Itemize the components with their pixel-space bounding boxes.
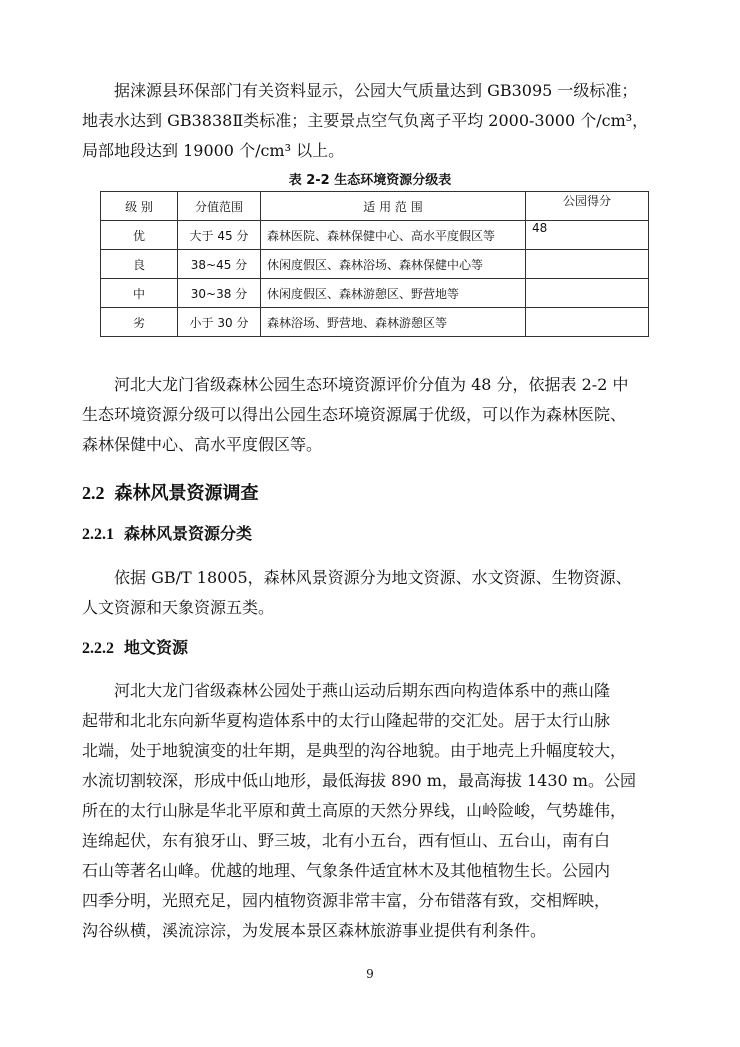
table-header-row [101, 192, 649, 221]
text-line: 连绵起伏，东有狼牙山、野三坡，北有小五台，西有恒山、五台山，南有白 [82, 831, 611, 850]
section-title: 森林风景资源调查 [114, 483, 259, 504]
header-score-range: 分值范围 [178, 192, 261, 221]
table-row [101, 250, 649, 279]
text-line: 森林保健中心、高水平度假区等。 [82, 435, 323, 454]
header-grade: 级 别 [101, 192, 178, 221]
cell-grade: 劣 [101, 308, 178, 337]
text-line: 所在的太行山脉是华北平原和黄土高原的天然分界线，山岭险峻，气势雄伟， [82, 801, 627, 820]
header-scope: 适 用 范 围 [261, 192, 526, 221]
section-heading-2-2-2 [82, 636, 188, 661]
cell-park-score: 48 [526, 221, 649, 250]
cell-grade: 优 [101, 221, 178, 250]
section-heading-2-2 [82, 480, 259, 507]
section-title: 森林风景资源分类 [124, 524, 253, 543]
text-line: 据涞源县环保部门有关资料显示，公园大气质量达到 GB3095 一级标准； [114, 81, 638, 100]
table-row [101, 279, 649, 308]
paragraph-landform [82, 676, 660, 946]
cell-grade: 良 [101, 250, 178, 279]
cell-scope: 休闲度假区、森林游憩区、野营地等 [261, 279, 526, 308]
section-number: 2.2 [82, 483, 105, 503]
text-line: 局部地段达到 19000 个/cm³ 以上。 [82, 141, 345, 160]
text-line: 人文资源和天象资源五类。 [82, 598, 275, 617]
cell-score-range: 大于 45 分 [178, 221, 261, 250]
table-row [101, 221, 649, 250]
cell-score-range: 38~45 分 [178, 250, 261, 279]
section-number: 2.2.1 [82, 526, 114, 543]
table-row [101, 308, 649, 337]
cell-park-score [526, 279, 649, 308]
paragraph-evaluation [82, 370, 660, 460]
page-number: 9 [366, 967, 374, 981]
text-line: 地表水达到 GB3838Ⅱ类标准；主要景点空气负离子平均 2000-3000 个/cm³， [82, 111, 649, 130]
cell-scope: 森林医院、森林保健中心、高水平度假区等 [261, 221, 526, 250]
text-line: 河北大龙门省级森林公园生态环境资源评价分值为 48 分，依据表 2-2 中 [114, 375, 629, 394]
section-title: 地文资源 [124, 638, 189, 657]
cell-grade: 中 [101, 279, 178, 308]
table-caption: 表 2-2 生态环境资源分级表 [288, 173, 452, 188]
paragraph-air-quality [82, 76, 660, 166]
text-line: 北端，处于地貌演变的壮年期，是典型的沟谷地貌。由于地壳上升幅度较大， [82, 741, 627, 760]
text-line: 依据 GB/T 18005，森林风景资源分为地文资源、水文资源、生物资源、 [114, 568, 632, 587]
text-line: 水流切割较深，形成中低山地形，最低海拔 890 m，最高海拔 1430 m。公园 [82, 771, 636, 790]
paragraph-classification [82, 563, 660, 623]
text-line: 沟谷纵横，溪流淙淙，为发展本景区森林旅游事业提供有利条件。 [82, 921, 547, 940]
text-line: 四季分明，光照充足，园内植物资源非常丰富，分布错落有致，交相辉映， [82, 891, 611, 910]
section-heading-2-2-1 [82, 522, 252, 547]
text-line: 起带和北北东向新华夏构造体系中的太行山隆起带的交汇处。居于太行山脉 [82, 711, 611, 730]
cell-score-range: 小于 30 分 [178, 308, 261, 337]
section-number: 2.2.2 [82, 640, 114, 657]
cell-park-score [526, 308, 649, 337]
text-line: 石山等著名山峰。优越的地理、气象条件适宜林木及其他植物生长。公园内 [82, 861, 611, 880]
cell-park-score [526, 250, 649, 279]
header-park-score: 公园得分 [526, 192, 649, 221]
grade-table [100, 191, 649, 337]
text-line: 河北大龙门省级森林公园处于燕山运动后期东西向构造体系中的燕山隆 [114, 681, 611, 700]
text-line: 生态环境资源分级可以得出公园生态环境资源属于优级，可以作为森林医院、 [82, 405, 627, 424]
cell-score-range: 30~38 分 [178, 279, 261, 308]
cell-scope: 森林浴场、野营地、森林游憩区等 [261, 308, 526, 337]
cell-scope: 休闲度假区、森林浴场、森林保健中心等 [261, 250, 526, 279]
